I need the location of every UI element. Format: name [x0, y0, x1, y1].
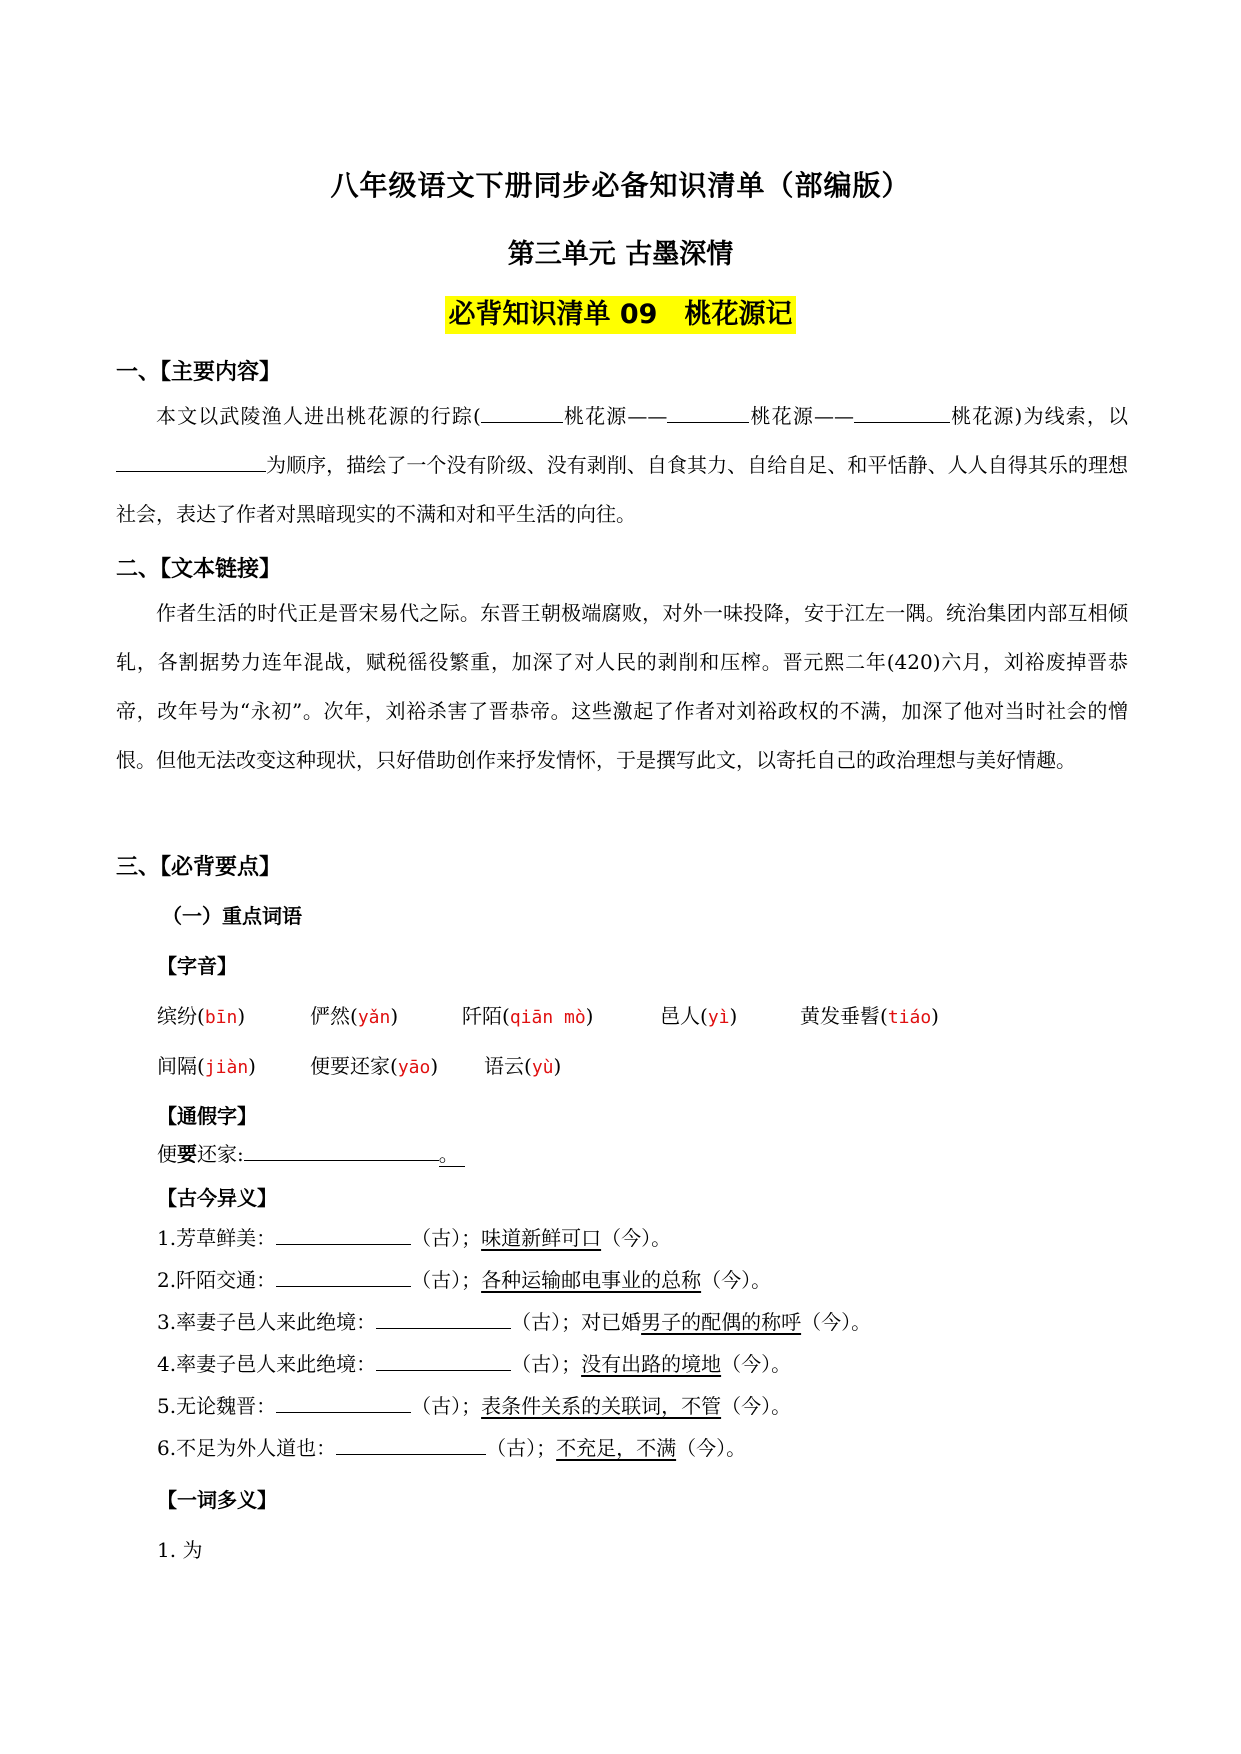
fill-blank[interactable] — [376, 1348, 511, 1371]
section-heading-text-link: 二、【文本链接】 — [116, 557, 282, 582]
text-link-paragraph: 作者生活的时代正是晋宋易代之际。东晋王朝极端腐败，对外一味投降，安于江左一隅。统治集团内部互相倾轧，各割据势力连年混战，赋税徭役繁重，加深了对人民的剥削和压榨。晋元熙二年(420)六月，刘裕废掉晋恭帝，改年号为“永初”。次年，刘裕杀害了晋恭帝。这些激起了作者对刘裕政权的不满，加深了他对当时社会的憎恨。但他无法改变这种现状，只好借助创作来抒发情怀，于是撰写此文，以寄托自己的政治理想与美好情趣。 — [116, 601, 1128, 772]
section-heading-key-points: 三、【必背要点】 — [116, 855, 282, 880]
label-polysemy: 【一词多义】 — [157, 1488, 277, 1512]
fill-blank[interactable] — [336, 1432, 486, 1455]
gujin-item: 6.不足为外人道也： （古）；不充足，不满（今）。 — [157, 1432, 746, 1461]
label-interchangeable-chars: 【通假字】 — [157, 1104, 257, 1128]
text-run: 桃花源)为线 — [949, 404, 1066, 428]
main-content-paragraph — [116, 392, 1128, 539]
lesson-title-wrap — [0, 296, 1241, 334]
text-run: 桃花源—— — [562, 404, 668, 428]
gujin-item: 4.率妻子邑人来此绝境： （古）；没有出路的境地（今）。 — [157, 1348, 791, 1377]
section-heading-main-content: 一、【主要内容】 — [116, 360, 282, 385]
document-title: 八年级语文下册同步必备知识清单（部编版） — [330, 169, 911, 202]
fill-blank[interactable] — [276, 1390, 411, 1413]
pinyin-item: 黄发垂髫(tiáo) — [800, 1004, 939, 1028]
text-run: 。 — [439, 1142, 465, 1167]
pinyin-item: 邑人(yì) — [660, 1004, 738, 1028]
gujin-item: 5.无论魏晋： （古）；表条件关系的关联词，不管（今）。 — [157, 1390, 791, 1419]
fill-blank[interactable] — [276, 1222, 411, 1245]
lesson-title: 必背知识清单 09 桃花源记 — [445, 296, 797, 334]
label-ancient-modern-meaning: 【古今异义】 — [157, 1186, 277, 1210]
pinyin-item: 缤纷(bīn) — [157, 1004, 246, 1028]
fill-blank[interactable] — [667, 400, 749, 423]
text-run: 桃花源—— — [749, 404, 854, 428]
interchangeable-line: 便要还家: 。 — [157, 1138, 465, 1167]
gujin-item: 3.率妻子邑人来此绝境： （古）；对已婚男子的配偶的称呼（今）。 — [157, 1306, 871, 1335]
fill-blank[interactable] — [481, 400, 563, 423]
gujin-item: 2.阡陌交通： （古）；各种运输邮电事业的总称（今）。 — [157, 1264, 771, 1293]
fill-blank[interactable] — [116, 449, 266, 472]
gujin-item: 1.芳草鲜美： （古）；味道新鲜可口（今）。 — [157, 1222, 671, 1251]
fill-blank[interactable] — [854, 400, 950, 423]
fill-blank[interactable] — [276, 1264, 411, 1287]
text-run: 索，以 — [1065, 404, 1128, 428]
pinyin-item: 语云(yù) — [484, 1054, 562, 1078]
pinyin-item: 阡陌(qiān mò) — [462, 1004, 594, 1028]
text-run: 为顺序，描绘了一个没有阶级、没有剥削、自食其力、自给自足、和平恬静、人人自得其乐的理想社会，表达了作者对黑暗现实的不满和对和平生活的向往。 — [116, 453, 1128, 526]
pinyin-item: 间隔(jiàn) — [157, 1054, 256, 1078]
subheading-key-words: （一）重点词语 — [162, 904, 302, 928]
unit-title: 第三单元 古墨深情 — [507, 239, 734, 270]
text-run: 本文以武陵渔人进出桃花源的行踪( — [156, 404, 481, 428]
pinyin-item: 俨然(yǎn) — [310, 1004, 399, 1028]
polysemy-item: 1. 为 — [157, 1538, 203, 1562]
fill-blank[interactable] — [244, 1138, 439, 1161]
fill-blank[interactable] — [376, 1306, 511, 1329]
label-pronunciation: 【字音】 — [157, 954, 237, 978]
pinyin-item: 便要还家(yāo) — [310, 1054, 439, 1078]
